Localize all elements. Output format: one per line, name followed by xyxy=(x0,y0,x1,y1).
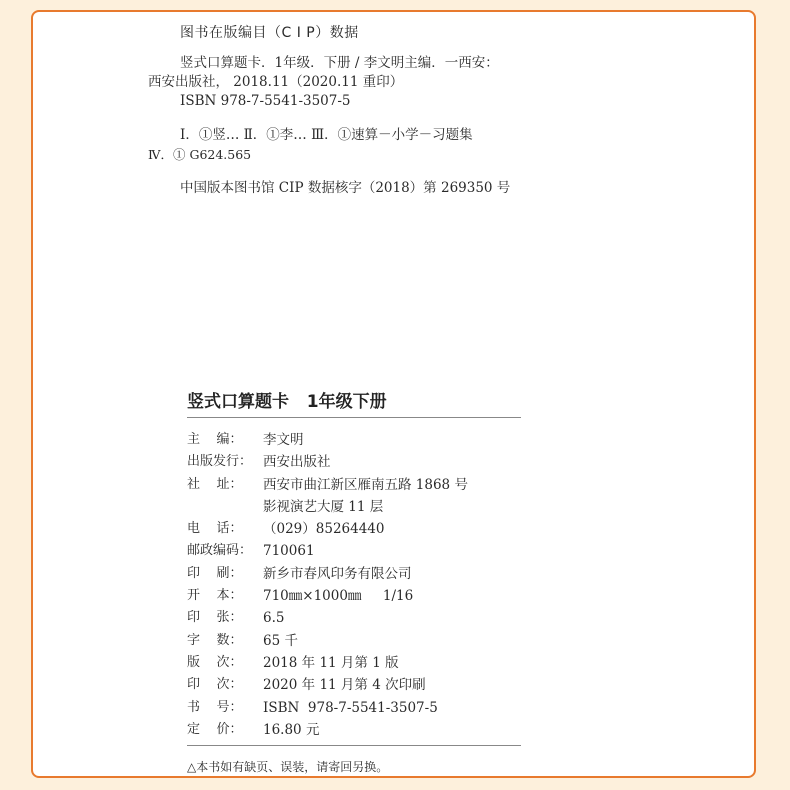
info-label: 字 数： xyxy=(187,632,243,648)
info-value: 新乡市春风印务有限公司 xyxy=(263,565,412,582)
info-label: 定 价： xyxy=(187,721,243,737)
info-label: 主 编： xyxy=(187,432,243,447)
info-row xyxy=(187,607,521,629)
info-value: 李文明 xyxy=(263,432,304,448)
info-value: （029）85264440 xyxy=(263,521,385,538)
info-value: 16.80 元 xyxy=(263,721,320,738)
info-row xyxy=(187,563,521,585)
info-value: 西安出版社 xyxy=(263,454,331,471)
info-label: 版 次： xyxy=(187,654,243,670)
info-row xyxy=(187,496,521,518)
info-value: 2020 年 11 月第 4 次印刷 xyxy=(263,677,426,694)
info-row xyxy=(187,474,521,496)
info-label: 印 刷： xyxy=(187,565,243,581)
info-row xyxy=(187,674,521,696)
info-value: 710061 xyxy=(263,543,315,560)
cip-heading: 图书在版编目（C I P）数据 xyxy=(180,25,359,41)
info-row xyxy=(187,451,521,473)
info-label: 出版发行： xyxy=(187,454,253,470)
info-value: 2018 年 11 月第 1 版 xyxy=(263,654,399,671)
cip-classification-1: Ⅰ．①竖… Ⅱ．①李… Ⅲ．①速算－小学－习题集 xyxy=(180,127,473,143)
info-row xyxy=(187,719,521,741)
info-label: 印 次： xyxy=(187,677,243,693)
info-value: 710㎜×1000㎜ 1/16 xyxy=(263,588,414,605)
info-value: ISBN 978-7-5541-3507-5 xyxy=(263,699,438,716)
book-info-block xyxy=(187,387,521,775)
info-label: 电 话： xyxy=(187,521,243,537)
info-value: 6.5 xyxy=(263,610,285,627)
book-info-rows xyxy=(187,429,521,741)
cip-classification-2: Ⅳ．① G624.565 xyxy=(148,147,252,162)
info-label xyxy=(187,496,263,518)
info-label: 印 张： xyxy=(187,610,243,626)
info-row xyxy=(187,429,521,451)
info-label: 邮政编码： xyxy=(187,543,253,559)
cip-title-line: 竖式口算题卡．1年级．下册 / 李文明主编．一西安： xyxy=(180,55,499,71)
info-label: 开 本： xyxy=(187,588,243,604)
info-row xyxy=(187,652,521,674)
cip-isbn: ISBN 978-7-5541-3507-5 xyxy=(180,93,351,109)
info-label: 社 址： xyxy=(187,476,243,492)
cip-publisher-line: 西安出版社， 2018.11（2020.11 重印） xyxy=(148,74,404,90)
info-row xyxy=(187,518,521,540)
info-row xyxy=(187,585,521,607)
info-value: 西安市曲江新区雁南五路 1868 号 xyxy=(263,476,468,493)
info-row xyxy=(187,540,521,562)
info-row xyxy=(187,630,521,652)
book-title: 竖式口算题卡 1年级下册 xyxy=(187,387,521,418)
cip-record-number: 中国版本图书馆 CIP 数据核字（2018）第 269350 号 xyxy=(180,180,511,196)
cip-data-block xyxy=(148,24,578,198)
info-label: 书 号： xyxy=(187,699,243,715)
info-value: 影视演艺大厦 11 层 xyxy=(263,498,384,515)
bottom-divider xyxy=(187,745,521,746)
defect-notice: △本书如有缺页、误装，请寄回另换。 xyxy=(187,760,389,775)
info-value: 65 千 xyxy=(263,632,298,649)
info-row xyxy=(187,697,521,719)
